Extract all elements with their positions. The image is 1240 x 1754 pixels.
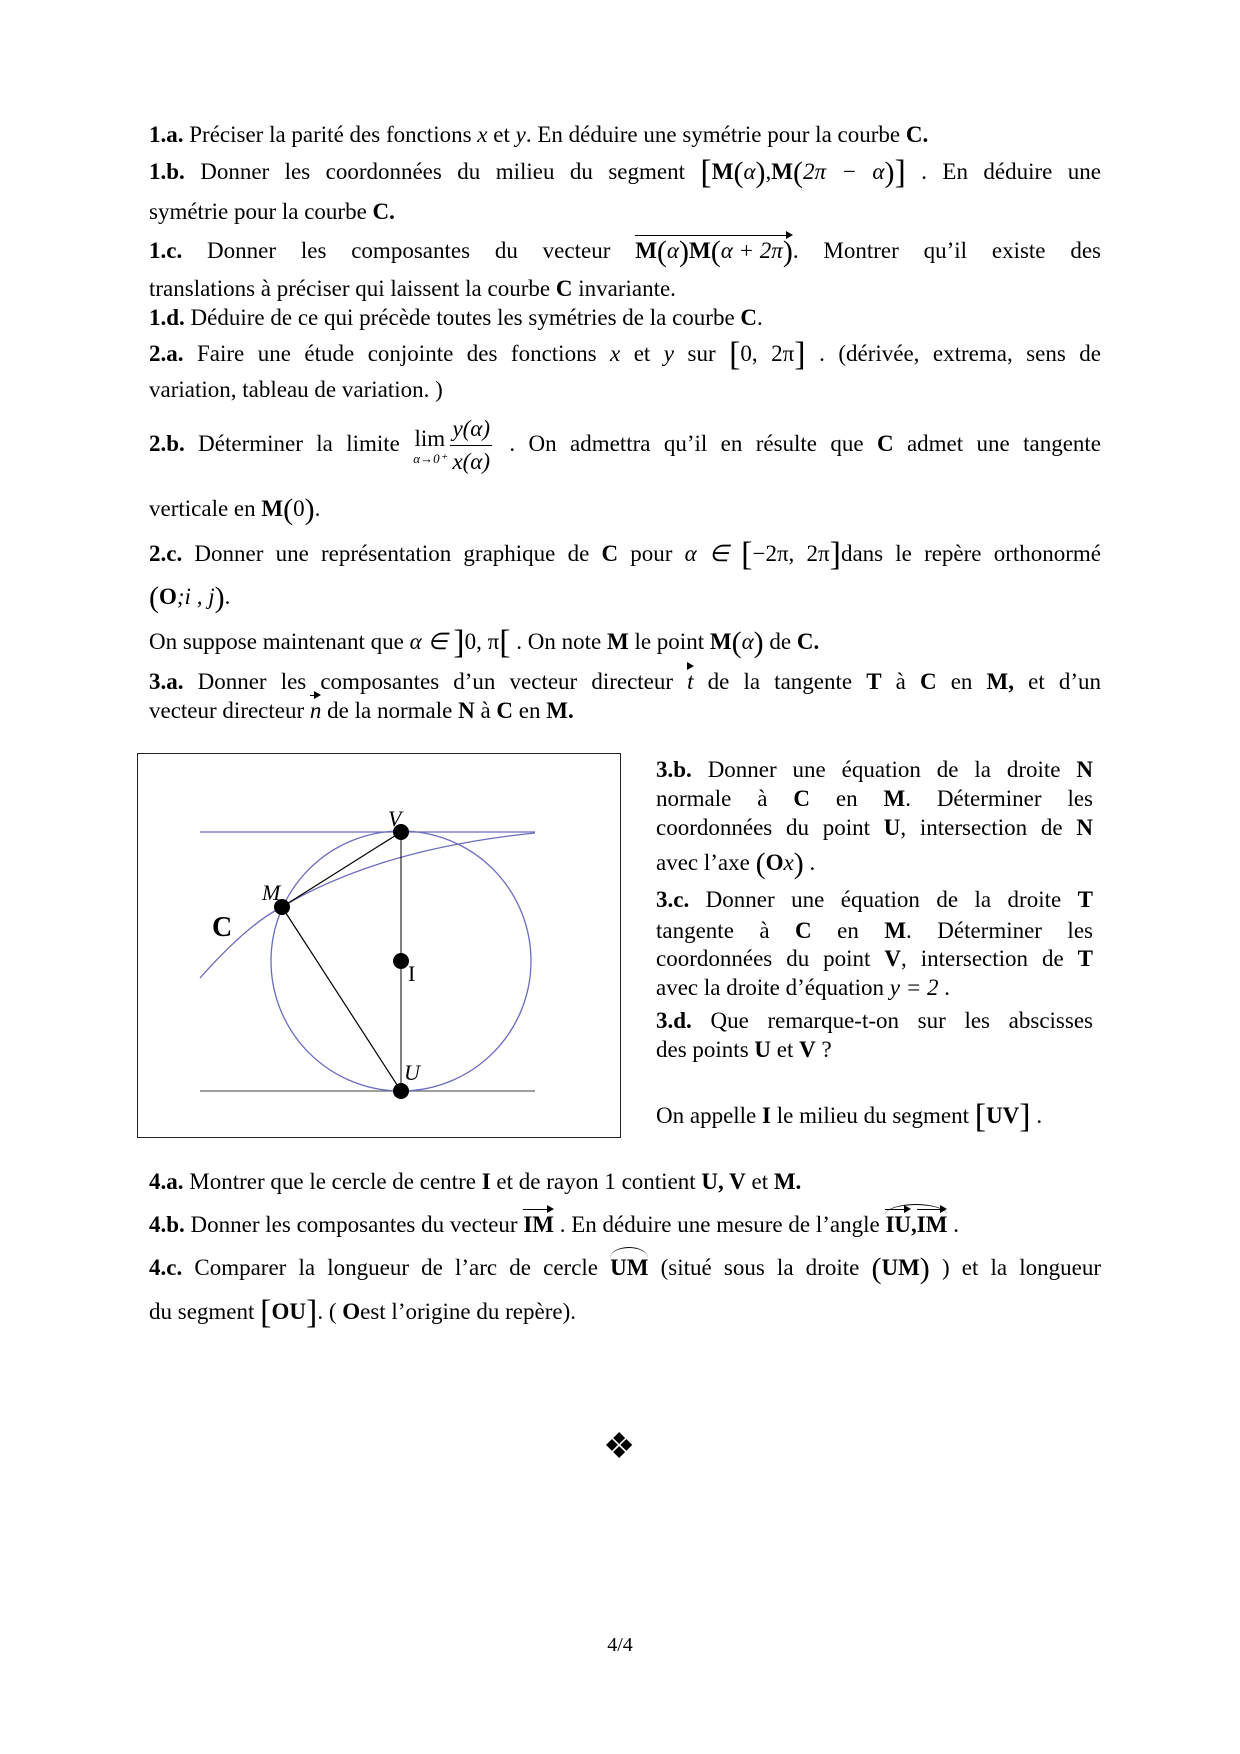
point-u (393, 1083, 409, 1099)
var: M (771, 159, 793, 184)
label: 3.a. (149, 669, 184, 694)
question-1c-cont (149, 275, 1101, 303)
text: en (809, 786, 884, 811)
label: 3.d. (656, 1008, 692, 1033)
text: le point (628, 629, 710, 654)
label-c: C (212, 912, 233, 943)
var: x (610, 341, 621, 366)
var: V (884, 946, 902, 971)
question-3d-l2 (656, 1036, 1093, 1064)
var: t (687, 669, 694, 694)
var: M (635, 238, 657, 263)
denominator: x(α) (452, 449, 491, 475)
text: symétrie pour la courbe (149, 199, 373, 224)
text: . (314, 496, 321, 521)
var: α (666, 238, 679, 263)
text: Donner une représentation graphique de (182, 541, 602, 566)
label-m: M (262, 880, 281, 905)
label: 2.a. (149, 341, 184, 366)
text: et (771, 1037, 800, 1062)
var: U (754, 1037, 772, 1062)
text: des points (656, 1037, 755, 1062)
text: . (757, 305, 763, 330)
text: à (881, 669, 920, 694)
label: 2.b. (149, 431, 185, 456)
var: UV (986, 1103, 1020, 1128)
vector-math: M(α)M(α + 2π) (635, 235, 793, 268)
interval: 0, 2π (740, 341, 795, 366)
text: coordonnées du point (656, 946, 885, 971)
text: . En déduire une mesure de l’angle (553, 1212, 886, 1237)
text: dans le repère orthonormé (840, 541, 1102, 566)
var: UM (881, 1255, 920, 1280)
curve-name: C (555, 276, 573, 301)
curve-name: C (601, 541, 619, 566)
lim-sub: α→0⁺ (413, 450, 447, 466)
text: admet une tangente (893, 431, 1102, 456)
text: Faire une étude conjointe des fonctions (183, 341, 610, 366)
var: V (799, 1037, 816, 1062)
text: à (474, 698, 497, 723)
text: . En déduire une symétrie pour la courbe (525, 122, 906, 147)
text: Donner les coordonnées du milieu du segment (184, 159, 701, 184)
var: M. (773, 1169, 802, 1194)
text: . (947, 1212, 959, 1237)
text: . En déduire une (921, 159, 1102, 184)
var: y (663, 341, 675, 366)
fraction (450, 413, 492, 478)
lim: lim (414, 425, 446, 451)
var: n (309, 698, 322, 723)
text: Donner une équation de la droite (689, 887, 1078, 912)
text: variation, tableau de variation. ) (149, 377, 443, 402)
curve-name: C. (372, 199, 395, 224)
label: 3.c. (656, 887, 690, 912)
text: , intersection de (900, 815, 1077, 840)
var: α + 2π (720, 238, 783, 263)
label: 3.b. (656, 757, 692, 782)
text: en (936, 669, 987, 694)
text: verticale en (149, 496, 262, 521)
label-i: I (408, 961, 416, 986)
var: M (711, 159, 734, 184)
question-4c-cont: du segment [OU]. ( Oest l’origine du repère). (149, 1294, 576, 1331)
text: invariante. (572, 276, 676, 301)
text: . (1030, 1103, 1043, 1128)
var: M (709, 629, 732, 654)
text: tangente à (656, 918, 796, 943)
label: 4.a. (149, 1169, 184, 1194)
text: et d’un (1014, 669, 1101, 694)
text: de la tangente (693, 669, 867, 694)
var: α (741, 629, 754, 654)
text: . (938, 975, 950, 1000)
text: . On note (510, 629, 607, 654)
var: N (458, 698, 475, 723)
interval: 0, π (464, 629, 500, 654)
text: de la normale (321, 698, 459, 723)
var: O (342, 1299, 361, 1324)
var: M (606, 629, 629, 654)
question-3c-l2 (656, 917, 1093, 945)
question-2b-cont: verticale en M(0). (149, 493, 321, 526)
text: du segment (149, 1299, 261, 1324)
text: en (811, 918, 885, 943)
text: . ( (317, 1299, 343, 1324)
question-2b (149, 408, 1101, 480)
text: Déduire de ce qui précède toutes les symétries de la courbe (184, 305, 741, 330)
var: M, (986, 669, 1015, 694)
var: C (793, 786, 810, 811)
text: . Montrer qu’il existe des (792, 238, 1101, 263)
label: 1.a. (149, 122, 184, 147)
question-3c-l3 (656, 945, 1093, 973)
question-4b (149, 1211, 1101, 1239)
text: Donner une équation de la droite (691, 757, 1077, 782)
text: est l’origine du repère). (360, 1299, 576, 1324)
question-1b (149, 154, 1102, 191)
text: (situé sous la droite (648, 1255, 872, 1280)
question-1d (149, 304, 1101, 332)
var: C (919, 669, 937, 694)
text: translations à préciser qui laissent la courbe (149, 276, 556, 301)
question-3b-l4: avec l’axe (Ox) . (656, 847, 816, 880)
text: Donner les composantes du vecteur (184, 1212, 524, 1237)
text: , intersection de (901, 946, 1078, 971)
text: coordonnées du point (656, 815, 884, 840)
vector-iu: IU (885, 1212, 912, 1237)
label: 4.b. (149, 1212, 185, 1237)
question-3c-l4 (656, 974, 1093, 1002)
label-v: V (388, 806, 402, 831)
equation: y = 2 (889, 975, 939, 1000)
var: M (261, 496, 284, 521)
question-1b-cont (149, 198, 1101, 226)
question-4a (149, 1168, 1101, 1196)
question-2a: 2.a. Faire une étude conjointe des fonctions x et y sur [0, 2π] . (dérivée, extrema, sens de (149, 336, 1101, 373)
question-2c-cont: (O;i , j). (149, 581, 231, 614)
text: . Déterminer les (905, 786, 1093, 811)
text: On suppose maintenant que (149, 629, 410, 654)
text: Déterminer la limite (184, 431, 414, 456)
var: α ∈ (684, 541, 742, 566)
var: M (884, 918, 907, 943)
text: . (803, 850, 816, 875)
var: M (883, 786, 906, 811)
text: et (745, 1169, 774, 1194)
text: avec la droite d’équation (656, 975, 890, 1000)
page-number: 4/4 (607, 1634, 633, 1656)
label-u: U (404, 1060, 420, 1085)
var: T (1077, 887, 1093, 912)
var: ;i , j (176, 584, 215, 609)
text: Donner les composantes d’un vecteur directeur (183, 669, 688, 694)
text: , (911, 1212, 917, 1237)
text: Donner les composantes du vecteur (182, 238, 636, 263)
ornament-icon: ❖ (603, 1426, 636, 1466)
text: avec l’axe (656, 850, 756, 875)
question-3a (149, 668, 1101, 696)
text: et (487, 122, 516, 147)
question-2c: 2.c. Donner une représentation graphique de C pour α ∈ [−2π, 2π]dans le repère orthonormé (149, 536, 1102, 573)
text: Montrer que le cercle de centre (183, 1169, 482, 1194)
var: T (1077, 946, 1093, 971)
angle (885, 1211, 947, 1239)
question-1c (149, 235, 1101, 268)
text: vecteur directeur (149, 698, 310, 723)
text: le milieu du segment (770, 1103, 975, 1128)
text: et de rayon 1 contient (490, 1169, 702, 1194)
curve-c (200, 833, 535, 978)
var: M. (546, 698, 574, 723)
curve-name: C. (796, 629, 820, 654)
text: Préciser la parité des fonctions (183, 122, 478, 147)
question-3b (656, 756, 1093, 784)
var: U, V (701, 1169, 746, 1194)
text: Que remarque-t-on sur les abscisses (691, 1008, 1093, 1033)
var: N (1076, 815, 1093, 840)
question-1a (149, 121, 1101, 149)
text: et (620, 341, 664, 366)
suppose-line: On suppose maintenant que α ∈ ]0, π[ . On note M le point M(α) de C. (149, 624, 820, 661)
var: y (515, 122, 526, 147)
question-3d (656, 1007, 1093, 1035)
var: I (481, 1169, 491, 1194)
var: x (783, 850, 794, 875)
numerator: y(α) (450, 413, 492, 446)
label: 2.c. (149, 541, 183, 566)
var: O (159, 584, 177, 609)
text: pour (618, 541, 685, 566)
question-3b-l3 (656, 814, 1093, 842)
text: normale à (656, 786, 794, 811)
segment-mv (282, 832, 401, 907)
label: 4.c. (149, 1255, 183, 1280)
text: ) et la longueur (929, 1255, 1101, 1280)
geometry-figure (138, 754, 620, 1137)
text: . On admettra qu’il en résulte que (496, 431, 877, 456)
var: α ∈ (409, 629, 454, 654)
text: Comparer la longueur de l’arc de cercle (182, 1255, 611, 1280)
interval: −2π, 2π (752, 541, 830, 566)
text: de (763, 629, 797, 654)
point-i (393, 953, 409, 969)
question-3c (656, 886, 1093, 914)
vector-im: IM (916, 1212, 948, 1237)
arc-um: UM (610, 1255, 649, 1280)
text: . (dérivée, extrema, sens de (805, 341, 1101, 366)
limit (413, 426, 446, 466)
var: OU (271, 1299, 306, 1324)
var: 2π − α (803, 159, 885, 184)
var: α (743, 159, 756, 184)
question-3b-l2 (656, 785, 1093, 813)
curve-name: C (740, 305, 758, 330)
text: . (224, 584, 231, 609)
label: 1.d. (149, 305, 185, 330)
figure (137, 753, 621, 1138)
var: x (477, 122, 488, 147)
text: On appelle (656, 1103, 763, 1128)
question-4c: 4.c. Comparer la longueur de l’arc de cercle UM (situé sous la droite (UM) ) et la longueur (149, 1252, 1101, 1285)
var: 0 (293, 496, 305, 521)
segment-math: [M(α),M(2π − α)] (700, 154, 906, 191)
var: T (866, 669, 882, 694)
question-3a-cont (149, 697, 1101, 725)
question-2a-cont (149, 376, 1101, 404)
var: M (688, 238, 711, 263)
appelle-line: On appelle I le milieu du segment [UV] . (656, 1098, 1043, 1135)
text: . Déterminer les (906, 918, 1093, 943)
var: C (496, 698, 514, 723)
var: I (762, 1103, 771, 1128)
label: 1.c. (149, 238, 183, 263)
vector-im: IM (523, 1212, 554, 1237)
curve-name: C (876, 431, 894, 456)
var: C (795, 918, 812, 943)
text: en (513, 698, 547, 723)
curve-name: C. (905, 122, 929, 147)
var: N (1076, 757, 1093, 782)
segment-mu (282, 907, 401, 1091)
var: O (765, 850, 784, 875)
text: ? (815, 1037, 832, 1062)
var: U (883, 815, 901, 840)
label: 1.b. (149, 159, 185, 184)
text: sur (674, 341, 730, 366)
